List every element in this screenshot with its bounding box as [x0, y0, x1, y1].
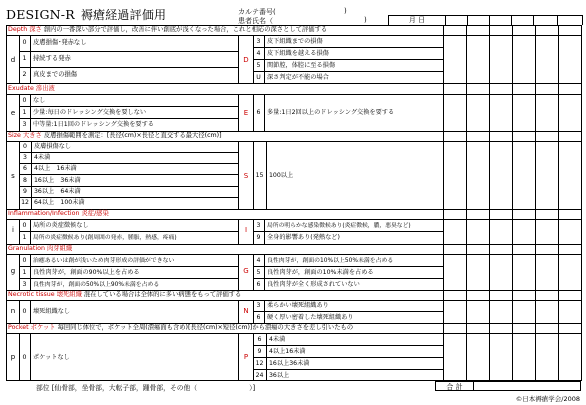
list-item[interactable]: 3 4未満 [23, 154, 51, 161]
total-row [435, 381, 581, 391]
date-col[interactable] [557, 16, 558, 25]
exudate-right-letter: E [243, 109, 249, 117]
score-col-divider [512, 25, 513, 381]
list-item[interactable]: 0 皮膚損傷･発赤なし [22, 39, 87, 46]
list-item[interactable]: 6 良性肉芽が全く形成されていない [256, 281, 360, 288]
depth-left-letter: d [10, 56, 16, 64]
list-item[interactable]: 4 皮下組織を越える損傷 [256, 50, 329, 57]
copyright: ©日本褥瘡学会/2008 [515, 395, 580, 403]
inflammation-right-letter: I [244, 226, 248, 234]
list-item[interactable]: 1 局所の炎症徴候あり(創周囲の発赤，腫脹，熱感，疼痛) [22, 234, 177, 241]
pocket-left-letter: p [10, 353, 16, 361]
date-label: 月 日 [389, 16, 446, 25]
exudate-left-letter: e [10, 109, 16, 117]
title-sub: 褥瘡経過評価用 [80, 8, 167, 22]
list-item[interactable]: 9 全身的影響あり(発熱など) [256, 234, 340, 241]
necrotic-left-letter: n [10, 307, 16, 315]
list-item[interactable]: 5 関節腔，体腔に至る損傷 [256, 62, 336, 69]
exudate-header: Exudate 滲出液 [8, 85, 55, 92]
score-col-divider [466, 25, 467, 381]
inflammation-left-letter: i [12, 226, 14, 234]
list-item[interactable]: 6 4以上 16未満 [23, 165, 77, 172]
list-item[interactable]: 2 真皮までの損傷 [22, 71, 78, 78]
list-item[interactable]: 0 壊死組織なし [22, 308, 71, 315]
list-item[interactable]: 15 100以上 [255, 172, 294, 179]
pocket-header: Pocket ポケット 毎回同じ体位で，ポケット全周(潰瘍面も含め)[長径(cm)×短径(cm)]から潰瘍の大きさを差し引いたもの [8, 324, 354, 331]
necrotic-right-letter: N [243, 307, 249, 315]
date-header [388, 15, 583, 25]
depth-right-letter: D [243, 56, 249, 64]
list-item[interactable]: 0 なし [22, 97, 46, 104]
date-col[interactable] [511, 16, 512, 25]
list-item[interactable]: 9 4以上16未満 [257, 348, 306, 355]
site-field[interactable]: 部位 [仙骨部，坐骨部，大転子部，踵骨部，その他（ ）] [36, 384, 256, 392]
list-item[interactable]: 1 良性肉芽が，創面の90%以上を占める [22, 269, 140, 276]
granulation-left-letter: g [10, 267, 16, 275]
list-item[interactable]: 12 64以上 100未満 [21, 199, 85, 206]
list-item[interactable]: 24 36以上 [255, 372, 290, 379]
page-title [6, 6, 166, 23]
list-item[interactable]: 9 36以上 64未満 [23, 188, 81, 195]
list-item[interactable]: 12 16以上36未満 [255, 360, 310, 367]
list-item[interactable]: 1 少量:毎日のドレッシング交換を要しない [22, 109, 147, 116]
date-col[interactable] [533, 16, 534, 25]
granulation-right-letter: G [243, 267, 249, 275]
list-item[interactable]: 3 中等量:1日1回のドレッシング交換を要する [22, 121, 154, 128]
list-item[interactable]: 6 硬く厚い密着した壊死組織あり [256, 314, 354, 321]
list-item[interactable]: 3 局所の明らかな感染徴候あり(炎症徴候，膿，悪臭など) [256, 222, 411, 229]
list-item[interactable]: 6 4未満 [257, 336, 286, 343]
list-item[interactable]: 6 多量:1日2回以上のドレッシング交換を要する [256, 109, 395, 116]
list-item[interactable]: 0 ポケットなし [22, 354, 70, 361]
list-item[interactable]: 5 良性肉芽が，創面の10%未満を占める [256, 269, 374, 276]
list-item[interactable]: 0 局所の炎症徴候なし [22, 222, 89, 229]
depth-header: Depth 深さ 創内の一番深い部分で評価し，改善に伴い創底が浅くなった場合，これと相応の深さとして評価する [8, 26, 328, 33]
score-col-divider [489, 25, 490, 381]
size-header: Size 大きさ 皮膚損傷範囲を測定：[長径(cm)×長径と直交する最大径(cm)] [8, 132, 222, 139]
score-col-divider [558, 25, 559, 381]
list-item[interactable]: 3 皮下組織までの損傷 [256, 38, 323, 45]
date-col[interactable] [489, 16, 490, 25]
list-item[interactable]: 3 良性肉芽が，創面の50%以上90%未満を占める [22, 281, 160, 288]
score-col-divider [535, 25, 536, 381]
necrotic-header: Necrotic tissue 壊死組織 混在している場合は全体的に多い病態をもって評価する [8, 291, 242, 298]
list-item[interactable]: U 深さ判定が不能の場合 [256, 74, 329, 81]
granulation-header: Granulation 肉芽組織 [8, 245, 73, 252]
list-item[interactable]: 0 治癒あるいは創が浅いため肉芽形成の評価ができない [22, 257, 175, 264]
list-item[interactable]: 8 16以上 36未満 [23, 177, 81, 184]
patient-name-label: 患者氏名（ ) [238, 16, 367, 25]
list-item[interactable]: 4 良性肉芽が，創面の10%以上50%未満を占める [256, 257, 394, 264]
list-item[interactable]: 3 柔らかい壊死組織あり [256, 302, 329, 309]
date-col[interactable] [467, 16, 468, 25]
title-main: DESIGN-R [6, 7, 75, 22]
pocket-right-letter: P [243, 353, 249, 361]
list-item[interactable]: 1 持続する発赤 [22, 55, 71, 62]
inflammation-header: Inflammation/Infection 炎症/感染 [8, 210, 109, 217]
total-label: 合 計 [436, 382, 474, 391]
size-left-letter: s [11, 172, 15, 180]
chart-number-label: カルテ番号( ) [238, 7, 347, 16]
score-col-divider [443, 25, 444, 381]
size-right-letter: S [243, 172, 249, 180]
list-item[interactable]: 0 皮膚損傷なし [23, 143, 72, 150]
